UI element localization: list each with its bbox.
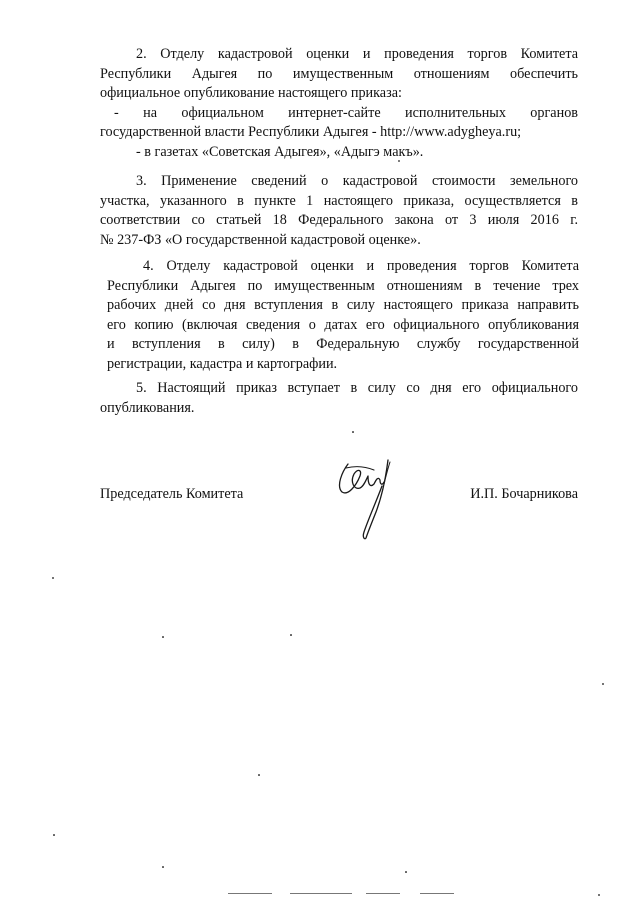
scan-speck [52,577,54,579]
scan-speck [352,431,354,433]
paragraph-2-line-2: Республики Адыгея по имущественным отношениям обеспечить [100,65,578,82]
scan-speck [258,774,260,776]
scan-speck [598,894,600,896]
signatory-name: И.П. Бочарникова [470,486,578,502]
scan-speck [405,871,407,873]
scan-speck [162,866,164,868]
paragraph-5-line-2: опубликования. [100,399,195,416]
scan-speck [602,683,604,685]
paragraph-4-line-5: и вступления в силу) в Федеральную службу государственной [107,336,579,352]
scan-edge-mark [290,893,352,894]
paragraph-4-line-3: рабочих дней со дня вступления в силу настоящего приказа направить [107,297,579,313]
paragraph-3-line-2: участка, указанного в пункте 1 настоящего приказа, осуществляется в [100,192,578,209]
scan-edge-mark [366,893,400,894]
paragraph-2-line-5: государственной власти Республики Адыгея - http://www.adygheya.ru; [100,124,522,140]
scan-speck [53,834,55,836]
signatory-title: Председатель Комитета [100,486,244,502]
paragraph-5-line-1: 5. Настоящий приказ вступает в силу со дня его официального [136,380,578,396]
scan-speck [290,634,292,636]
paragraph-2-line-4: - на официальном интернет-сайте исполнительных органов [114,104,578,121]
scan-speck [162,636,164,638]
scan-edge-mark [420,893,454,894]
paragraph-4-line-4: его копию (включая сведения о датах его официального опубликования [107,316,579,333]
paragraph-3-line-4: № 237-ФЗ «О государственной кадастровой оценке». [100,231,421,248]
paragraph-2-line-3: официальное опубликование настоящего приказа: [100,85,402,101]
handwritten-signature [326,446,406,542]
paragraph-4-line-1: 4. Отделу кадастровой оценки и проведения торгов Комитета [143,258,579,274]
scan-speck [398,160,400,162]
paragraph-4 [107,257,579,374]
paragraph-4-line-6: регистрации, кадастра и картографии. [107,355,338,372]
scan-edge-mark [228,893,272,894]
paragraph-5 [100,379,578,418]
paragraph-3-line-1: 3. Применение сведений о кадастровой стоимости земельного [136,173,578,189]
paragraph-4-line-2: Республики Адыгея по имущественным отношениям в течение трех [107,277,579,294]
paragraph-2 [100,45,578,162]
paragraph-2-line-6: - в газетах «Советская Адыгея», «Адыгэ макъ». [136,143,424,160]
paragraph-2-line-1: 2. Отделу кадастровой оценки и проведения торгов Комитета [136,46,578,62]
paragraph-3-line-3: соответствии со статьей 18 Федерального закона от 3 июля 2016 г. [100,212,578,228]
paragraph-3 [100,172,578,250]
